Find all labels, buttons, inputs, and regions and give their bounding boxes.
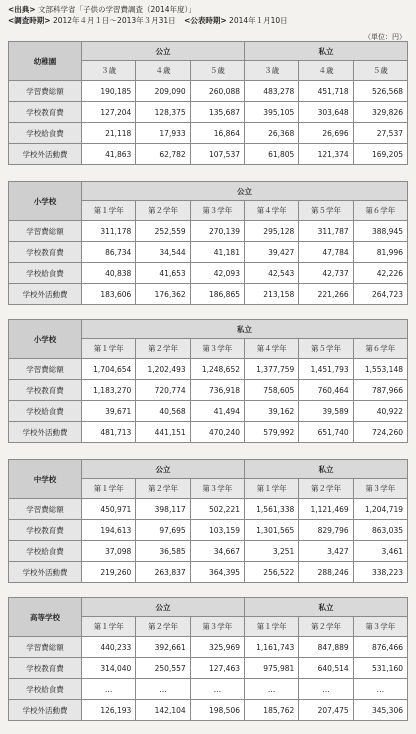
value-cell: 364,395 [190,562,244,583]
value-cell: 86,734 [82,242,136,263]
value-cell: 41,653 [136,263,190,284]
column-header: 第５学年 [299,201,353,221]
corner-cell: 幼稚園 [9,42,82,81]
value-cell: 451,718 [299,81,353,102]
value-cell: 121,374 [299,144,353,165]
value-cell: 1,161,743 [244,637,298,658]
value-cell: 103,159 [190,520,244,541]
value-cell: 42,737 [299,263,353,284]
value-cell: … [136,679,190,700]
corner-cell: 中学校 [9,460,82,499]
value-cell: 42,093 [190,263,244,284]
value-cell: 1,121,469 [299,499,353,520]
value-cell: 97,695 [136,520,190,541]
column-header: 第１学年 [82,479,136,499]
value-cell: 17,933 [136,123,190,144]
unit-note: （単位：円） [364,33,406,41]
value-cell: 40,568 [136,401,190,422]
table-row [9,658,408,679]
value-cell: 651,740 [299,422,353,443]
table-row [9,679,408,700]
row-header: 学校給食費 [9,123,82,144]
value-cell: 127,204 [82,102,136,123]
table-elementary-private [8,319,408,443]
table-row [9,359,408,380]
row-header: 学校教育費 [9,102,82,123]
value-cell: 41,181 [190,242,244,263]
value-cell: 1,704,654 [82,359,136,380]
value-cell: 169,205 [353,144,407,165]
value-cell: 1,248,652 [190,359,244,380]
value-cell: 1,377,759 [244,359,298,380]
row-header: 学校給食費 [9,679,82,700]
value-cell: 325,969 [190,637,244,658]
value-cell: 876,466 [353,637,407,658]
value-cell: 1,553,148 [353,359,407,380]
column-header: 第２学年 [299,479,353,499]
table-row [9,81,408,102]
table-row [9,221,408,242]
group-header: 私立 [82,320,408,339]
value-cell: 3,251 [244,541,298,562]
column-header: 第６学年 [353,339,407,359]
row-header: 学習費総額 [9,81,82,102]
table-row [9,144,408,165]
table-row [9,102,408,123]
corner-cell: 小学校 [9,320,82,359]
value-cell: 3,461 [353,541,407,562]
value-cell: 847,889 [299,637,353,658]
value-cell: 252,559 [136,221,190,242]
value-cell: … [82,679,136,700]
value-cell: … [299,679,353,700]
column-header: 第３学年 [353,479,407,499]
value-cell: 198,506 [190,700,244,721]
value-cell: 303,648 [299,102,353,123]
value-cell: 36,585 [136,541,190,562]
value-cell: 398,117 [136,499,190,520]
value-cell: 1,301,565 [244,520,298,541]
value-cell: 502,221 [190,499,244,520]
value-cell: 40,838 [82,263,136,284]
row-header: 学校教育費 [9,520,82,541]
table-row [9,422,408,443]
table-row [9,401,408,422]
value-cell: 142,104 [136,700,190,721]
row-header: 学校給食費 [9,541,82,562]
value-cell: 329,826 [353,102,407,123]
value-cell: 221,266 [299,284,353,305]
value-cell: 81,996 [353,242,407,263]
value-cell: 41,863 [82,144,136,165]
value-cell: 37,098 [82,541,136,562]
value-cell: 107,537 [190,144,244,165]
source-line [8,5,196,15]
survey-period-text: 2012年４月１日～2013年３月31日 [52,16,176,25]
row-header: 学習費総額 [9,359,82,380]
column-header: 第４学年 [244,201,298,221]
publish-date-label: <公表時期> [184,16,227,25]
value-cell: 207,475 [299,700,353,721]
value-cell: 345,306 [353,700,407,721]
column-header: 第３学年 [190,617,244,637]
value-cell: 263,837 [136,562,190,583]
value-cell: 62,782 [136,144,190,165]
column-header: 第１学年 [82,201,136,221]
column-header: 第３学年 [353,617,407,637]
table-high-school [8,597,408,721]
table-row [9,700,408,721]
value-cell: 27,537 [353,123,407,144]
value-cell: 250,557 [136,658,190,679]
column-header: 第５学年 [299,339,353,359]
value-cell: 1,561,338 [244,499,298,520]
column-header: 第４学年 [244,339,298,359]
value-cell: 47,784 [299,242,353,263]
row-header: 学習費総額 [9,499,82,520]
group-header: 公立 [82,42,245,61]
table-row [9,499,408,520]
value-cell: 1,183,270 [82,380,136,401]
value-cell: 34,667 [190,541,244,562]
value-cell: 127,463 [190,658,244,679]
table-elementary-public [8,181,408,305]
value-cell: 256,522 [244,562,298,583]
value-cell: 288,246 [299,562,353,583]
column-header: 第３学年 [190,479,244,499]
column-header: 第６学年 [353,201,407,221]
value-cell: 183,606 [82,284,136,305]
value-cell: 34,544 [136,242,190,263]
column-header: ３歳 [244,61,298,81]
value-cell: 41,494 [190,401,244,422]
table-row [9,263,408,284]
value-cell: 1,451,793 [299,359,353,380]
row-header: 学校外活動費 [9,144,82,165]
survey-period-label: <調査時期> [8,16,51,25]
table-row [9,520,408,541]
value-cell: 526,568 [353,81,407,102]
column-header: ５歳 [190,61,244,81]
column-header: 第１学年 [82,339,136,359]
group-header: 私立 [244,42,407,61]
column-header: 第１学年 [244,479,298,499]
value-cell: 640,514 [299,658,353,679]
table-row [9,123,408,144]
value-cell: 185,762 [244,700,298,721]
column-header: 第１学年 [244,617,298,637]
table-row [9,562,408,583]
row-header: 学習費総額 [9,221,82,242]
column-header: ４歳 [299,61,353,81]
row-header: 学習費総額 [9,637,82,658]
value-cell: 16,864 [190,123,244,144]
row-header: 学校給食費 [9,401,82,422]
value-cell: 295,128 [244,221,298,242]
value-cell: 314,040 [82,658,136,679]
value-cell: 176,362 [136,284,190,305]
row-header: 学校教育費 [9,242,82,263]
group-header: 公立 [82,598,245,617]
table-row [9,242,408,263]
row-header: 学校外活動費 [9,422,82,443]
value-cell: 3,427 [299,541,353,562]
row-header: 学校外活動費 [9,700,82,721]
value-cell: 388,945 [353,221,407,242]
table-row [9,380,408,401]
value-cell: 264,723 [353,284,407,305]
value-cell: 194,613 [82,520,136,541]
value-cell: 450,971 [82,499,136,520]
value-cell: 579,992 [244,422,298,443]
value-cell: 441,151 [136,422,190,443]
value-cell: 787,966 [353,380,407,401]
value-cell: 1,204,719 [353,499,407,520]
value-cell: 311,178 [82,221,136,242]
group-header: 私立 [244,460,407,479]
row-header: 学校外活動費 [9,562,82,583]
value-cell: 863,035 [353,520,407,541]
value-cell: … [244,679,298,700]
row-header: 学校教育費 [9,658,82,679]
value-cell: 186,865 [190,284,244,305]
value-cell: 395,105 [244,102,298,123]
value-cell: 39,671 [82,401,136,422]
value-cell: 720,774 [136,380,190,401]
table-row [9,637,408,658]
group-header: 公立 [82,182,408,201]
value-cell: … [353,679,407,700]
column-header: 第２学年 [299,617,353,637]
value-cell: 219,260 [82,562,136,583]
column-header: ３歳 [82,61,136,81]
group-header: 公立 [82,460,245,479]
value-cell: 190,185 [82,81,136,102]
value-cell: 42,543 [244,263,298,284]
value-cell: 470,240 [190,422,244,443]
column-header: 第３学年 [190,201,244,221]
value-cell: 26,368 [244,123,298,144]
value-cell: 21,118 [82,123,136,144]
value-cell: 724,260 [353,422,407,443]
corner-cell: 小学校 [9,182,82,221]
publish-date-text: 2014年１月10日 [229,16,288,25]
value-cell: 758,605 [244,380,298,401]
value-cell: 736,918 [190,380,244,401]
value-cell: 1,202,493 [136,359,190,380]
corner-cell: 高等学校 [9,598,82,637]
value-cell: 39,427 [244,242,298,263]
column-header: 第２学年 [136,617,190,637]
value-cell: 39,589 [299,401,353,422]
value-cell: 61,805 [244,144,298,165]
value-cell: 483,278 [244,81,298,102]
column-header: 第１学年 [82,617,136,637]
row-header: 学校外活動費 [9,284,82,305]
value-cell: 311,787 [299,221,353,242]
value-cell: 26,696 [299,123,353,144]
value-cell: 338,223 [353,562,407,583]
value-cell: 829,796 [299,520,353,541]
column-header: 第２学年 [136,339,190,359]
value-cell: 481,713 [82,422,136,443]
value-cell: 260,088 [190,81,244,102]
table-kindergarten [8,41,408,165]
value-cell: 531,160 [353,658,407,679]
column-header: 第２学年 [136,479,190,499]
row-header: 学校給食費 [9,263,82,284]
value-cell: 42,226 [353,263,407,284]
source-text: 文部科学省「子供の学習費調査（2014年度）」 [37,5,196,14]
column-header: ４歳 [136,61,190,81]
value-cell: 760,464 [299,380,353,401]
group-header: 私立 [244,598,407,617]
value-cell: 975,981 [244,658,298,679]
column-header: ５歳 [353,61,407,81]
table-row [9,541,408,562]
column-header: 第２学年 [136,201,190,221]
table-junior-high [8,459,408,583]
value-cell: 440,233 [82,637,136,658]
value-cell: 213,158 [244,284,298,305]
value-cell: 270,139 [190,221,244,242]
source-label: <出典> [8,5,36,14]
survey-period-line [8,16,288,26]
value-cell: 39,162 [244,401,298,422]
value-cell: 128,375 [136,102,190,123]
value-cell: 40,922 [353,401,407,422]
value-cell: 126,193 [82,700,136,721]
row-header: 学校教育費 [9,380,82,401]
value-cell: 135,687 [190,102,244,123]
column-header: 第３学年 [190,339,244,359]
table-row [9,284,408,305]
value-cell: 209,090 [136,81,190,102]
value-cell: 392,661 [136,637,190,658]
value-cell: … [190,679,244,700]
